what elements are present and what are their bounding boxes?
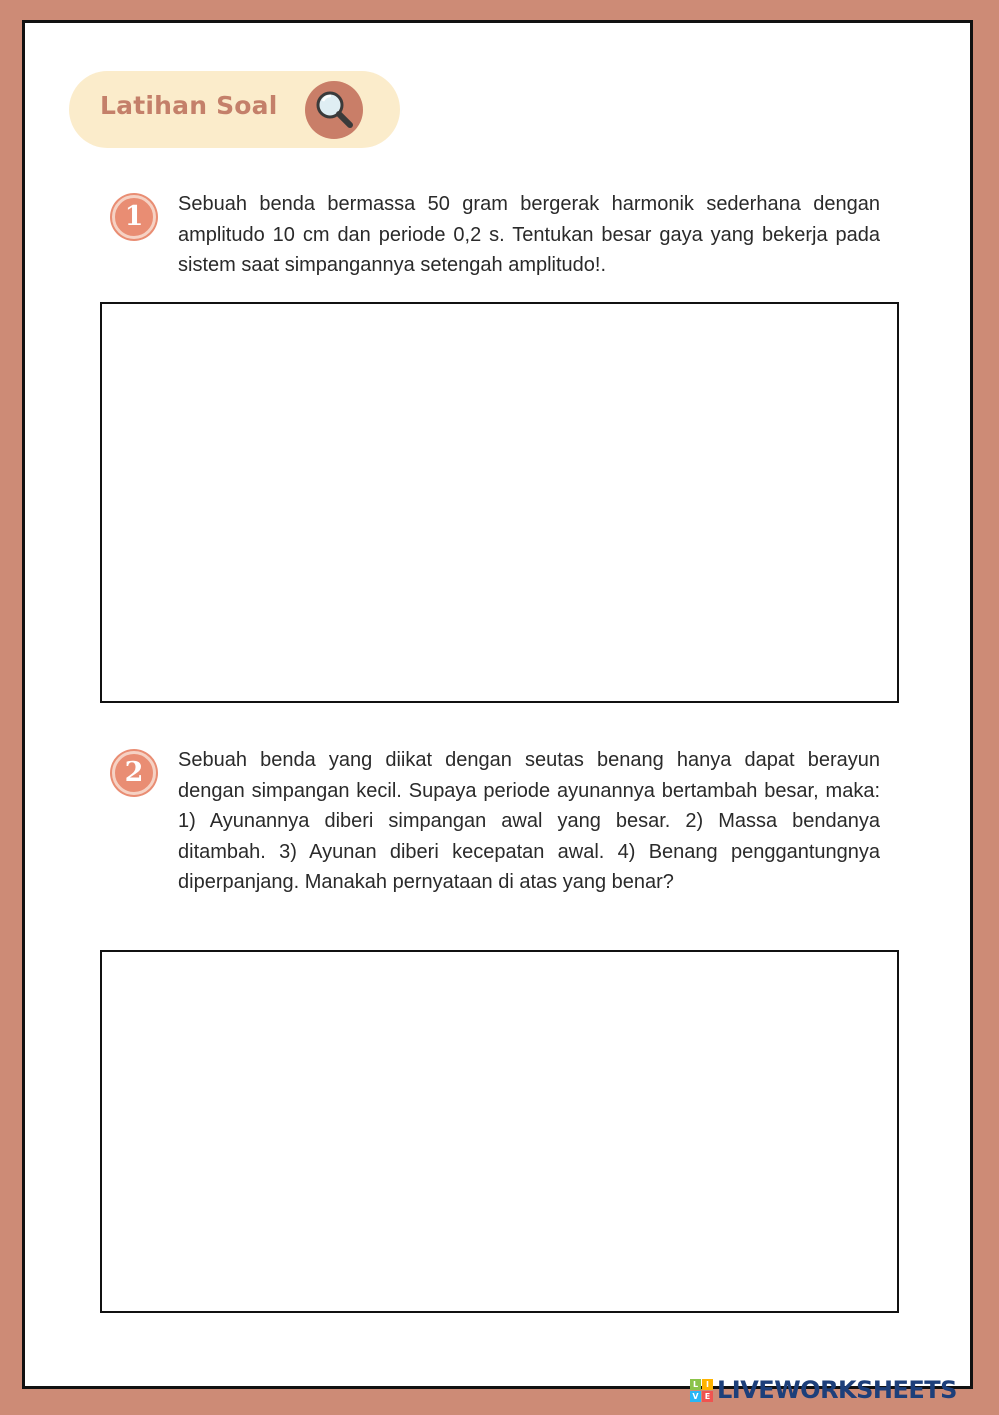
question-text-2: Sebuah benda yang diikat dengan seutas benang hanya dapat berayun dengan simpangan kecil. Supaya periode ayunannya bertambah besar, maka: 1) Ayunannya diberi simpangan awal yang besar. 2) Massa bendanya ditambah. 3) Ayunan diberi kecepatan awal. 4) Benang penggantungnya diperpanjang. Manakah pernyataan di atas yang benar?: [178, 749, 880, 893]
logo-letter: I: [702, 1379, 713, 1390]
page-title: Latihan Soal: [100, 91, 278, 120]
logo-letter: V: [690, 1391, 701, 1402]
logo-letter: E: [702, 1391, 713, 1402]
question-number-1: 1: [112, 195, 156, 239]
question-text-1: Sebuah benda bermassa 50 gram bergerak harmonik sederhana dengan amplitudo 10 cm dan periode 0,2 s. Tentukan besar gaya yang bekerja pada sistem saat simpangannya setengah amplitudo!.: [178, 193, 880, 276]
liveworksheets-logo-icon: [690, 1379, 713, 1402]
logo-letter: L: [690, 1379, 701, 1390]
question-number-2: 2: [112, 751, 156, 795]
watermark-text: LIVEWORKSHEETS: [717, 1376, 957, 1404]
answer-box-1[interactable]: [100, 302, 899, 703]
liveworksheets-watermark: [690, 1375, 957, 1405]
magnifier-icon: [305, 81, 363, 139]
answer-box-2[interactable]: [100, 950, 899, 1313]
